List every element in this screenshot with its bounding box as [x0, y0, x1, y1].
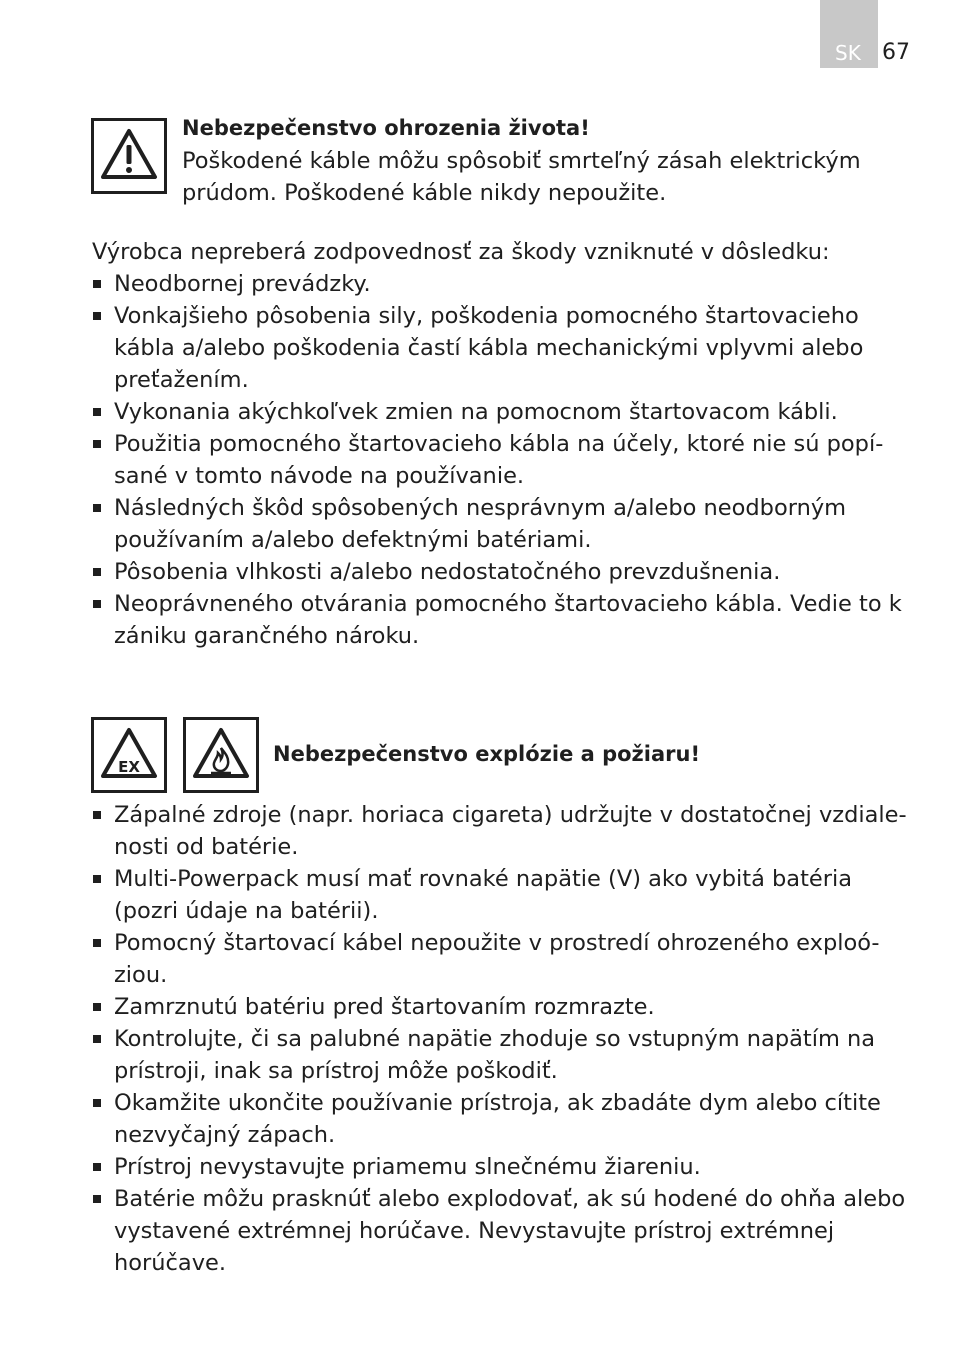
list-item: Následných škôd spôsobených nesprávnym a/alebo neodborným používaním a/alebo defektnými batériami. — [92, 492, 912, 556]
flammable-warning-icon — [183, 717, 259, 793]
list-item: Neodbornej prevádzky. — [92, 268, 912, 300]
explosion-danger-heading: Nebezpečenstvo explózie a požiaru! — [273, 742, 701, 766]
liability-intro: Výrobca nepreberá zodpovednosť za škody vzniknuté v dôsledku: — [92, 239, 830, 265]
language-tab — [820, 0, 878, 68]
list-item: Okamžite ukončite používanie prístroja, ak zbadáte dym alebo cítite nezvyčajný zápach. — [92, 1087, 912, 1151]
list-item: Pôsobenia vlhkosti a/alebo nedostatočného prevzdušnenia. — [92, 556, 912, 588]
language-label: SK — [835, 41, 861, 65]
list-item: Zápalné zdroje (napr. horiaca cigareta) udržujte v dostatočnej vzdiale-nosti od batérie. — [92, 799, 912, 863]
list-item: Vykonania akýchkoľvek zmien na pomocnom štartovacom kábli. — [92, 396, 912, 428]
list-item: Vonkajšieho pôsobenia sily, poškodenia pomocného štartovacieho kábla a/alebo poškodenia častí kábla mechanickými vplyvmi alebo preťažením. — [92, 300, 912, 396]
life-danger-heading: Nebezpečenstvo ohrozenia života! — [182, 116, 590, 140]
list-item: Multi-Powerpack musí mať rovnaké napätie (V) ako vybitá batéria (pozri údaje na batérii). — [92, 863, 912, 927]
ex-label: EX — [118, 758, 140, 776]
list-item: Prístroj nevystavujte priamemu slnečnému žiareniu. — [92, 1151, 912, 1183]
list-item: Kontrolujte, či sa palubné napätie zhoduje so vstupným napätím na prístroji, inak sa prístroj môže poškodiť. — [92, 1023, 912, 1087]
explosion-list — [92, 799, 912, 1279]
page-number: 67 — [882, 40, 910, 65]
liability-list — [92, 268, 912, 652]
list-item: Pomocný štartovací kábel nepoužite v prostredí ohrozeného exploó-ziou. — [92, 927, 912, 991]
list-item: Neoprávneného otvárania pomocného štartovacieho kábla. Vedie to k zániku garančného nároku. — [92, 588, 912, 652]
list-item: Zamrznutú batériu pred štartovaním rozmrazte. — [92, 991, 912, 1023]
list-item: Použitia pomocného štartovacieho kábla na účely, ktoré nie sú popí-sané v tomto návode na používanie. — [92, 428, 912, 492]
life-danger-text-line1: Poškodené káble môžu spôsobiť smrteľný zásah elektrickým — [182, 148, 861, 174]
life-danger-text-line2: prúdom. Poškodené káble nikdy nepoužite. — [182, 180, 667, 206]
explosion-warning-icon — [91, 717, 167, 793]
general-warning-icon — [91, 118, 167, 194]
list-item: Batérie môžu prasknúť alebo explodovať, ak sú hodené do ohňa alebo vystavené extrémnej horúčave. Nevystavujte prístroj extrémnej horúčave. — [92, 1183, 912, 1279]
